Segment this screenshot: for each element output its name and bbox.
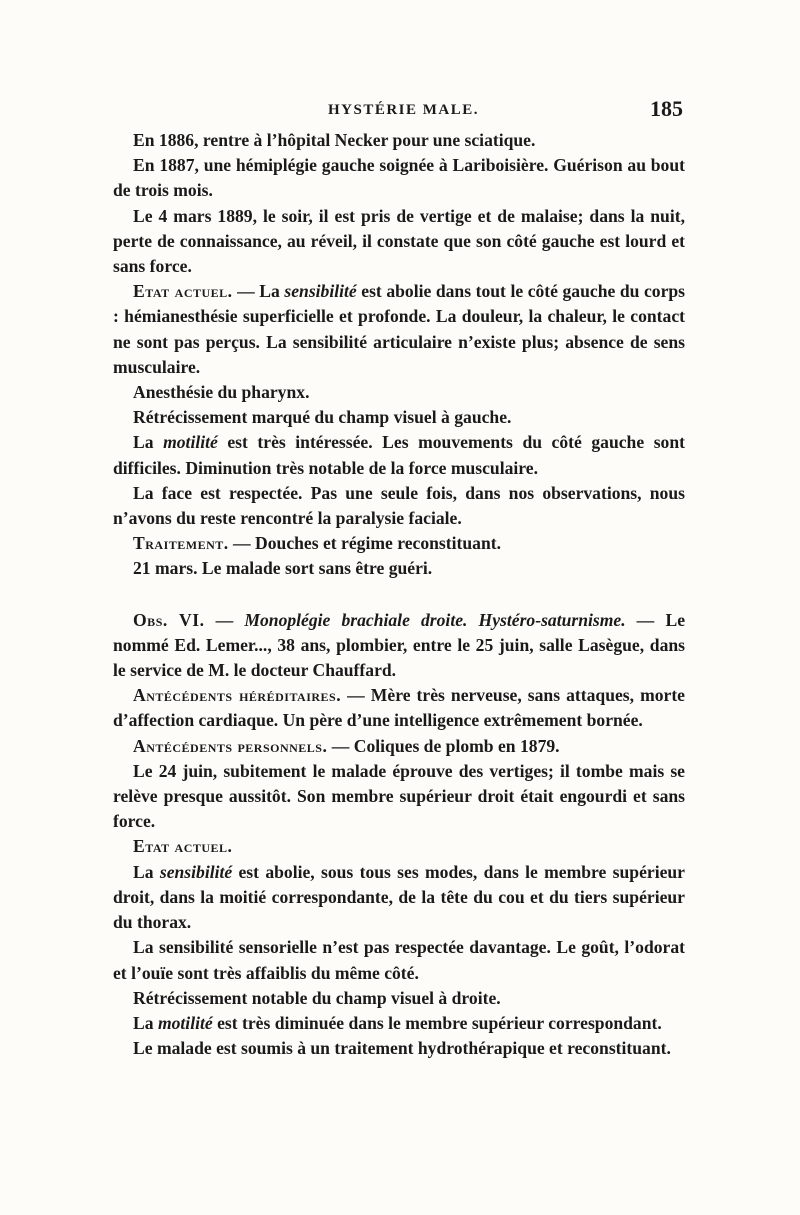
observation-heading: Obs. VI. — Monoplégie brachiale droite. Hystéro-saturnisme. — Le nommé Ed. Lemer..., 38 ans, plombier, entre le 25 juin, salle Lasègue, dans le service de M. le docteur Chauffard. (113, 609, 686, 681)
running-title: HYSTÉRIE MALE. (328, 102, 480, 118)
spacer (113, 582, 685, 608)
paragraph: Le 4 mars 1889, le soir, il est pris de vertige et de malaise; dans la nuit, perte de connaissance, au réveil, il constate que son côté gauche est lourd et sans force. (113, 205, 685, 277)
observation-title: Monoplégie brachiale droite. Hystéro-saturnisme. — (244, 609, 655, 630)
paragraph-personnels: Antécédents personnels. — Coliques de plomb en 1879. (133, 735, 560, 756)
paragraph-traitement: Traitement. — Douches et régime reconstituant. (133, 533, 501, 554)
paragraph-etat-actuel: Etat actuel. — La sensibilité est abolie dans tout le côté gauche du corps : hémianesthésie superficielle et profonde. La douleur, la chaleur, le contact ne sont pas perçus. La sensibilité articulaire n’existe plus; absence de sens musculaire. (113, 281, 686, 377)
paragraph: La motilité est très intéressée. Les mouvements du côté gauche sont difficiles. Diminution très notable de la force musculaire. (113, 432, 685, 478)
paragraph: Rétrécissement marqué du champ visuel à gauche. (133, 407, 512, 428)
observation-label: Obs. VI. (133, 609, 205, 630)
paragraph: La face est respectée. Pas une seule fois, dans nos observations, nous n’avons du reste rencontré la paralysie faciale. (113, 482, 685, 529)
paragraph: Le 24 juin, subitement le malade éprouve des vertiges; il tombe mais se relève presque aussitôt. Son membre supérieur droit était engourdi et sans force. (113, 760, 685, 832)
section-label: Antécédents héréditaires. (133, 685, 342, 706)
paragraph: La motilité est très diminuée dans le membre supérieur correspondant. (133, 1012, 662, 1033)
section-label: Etat actuel. (133, 281, 233, 302)
page-number: 185 (650, 96, 683, 121)
section-label: Traitement. (133, 533, 229, 554)
paragraph-etat-actuel (113, 834, 685, 859)
paragraph: La sensibilité est abolie, sous tous ses modes, dans le membre supérieur droit, dans la moitié correspondante, de la tête du cou et du tiers supérieur du thorax. (113, 861, 685, 933)
running-head (113, 96, 683, 126)
paragraph-hereditaires: Antécédents héréditaires. — Mère très nerveuse, sans attaques, morte d’affection cardiaque. Un père d’une intelligence extrêmement bornée. (113, 685, 685, 731)
paragraph: 21 mars. Le malade sort sans être guéri. (133, 558, 433, 579)
paragraph: En 1886, rentre à l’hôpital Necker pour une sciatique. (133, 130, 536, 150)
paragraph: En 1887, une hémiplégie gauche soignée à Lariboisière. Guérison au bout de trois mois. (113, 155, 685, 201)
paragraph: Rétrécissement notable du champ visuel à droite. (133, 987, 501, 1008)
paragraph: La sensibilité sensorielle n’est pas respectée davantage. Le goût, l’odorat et l’ouïe sont très affaiblis du même côté. (113, 937, 685, 983)
paragraph: Anesthésie du pharynx. (133, 382, 310, 403)
section-label: Antécédents personnels. (133, 735, 328, 756)
paragraph: Le malade est soumis à un traitement hydrothérapique et reconstituant. (133, 1038, 671, 1059)
body-text (113, 128, 685, 1061)
section-label: Etat actuel. (133, 836, 233, 857)
